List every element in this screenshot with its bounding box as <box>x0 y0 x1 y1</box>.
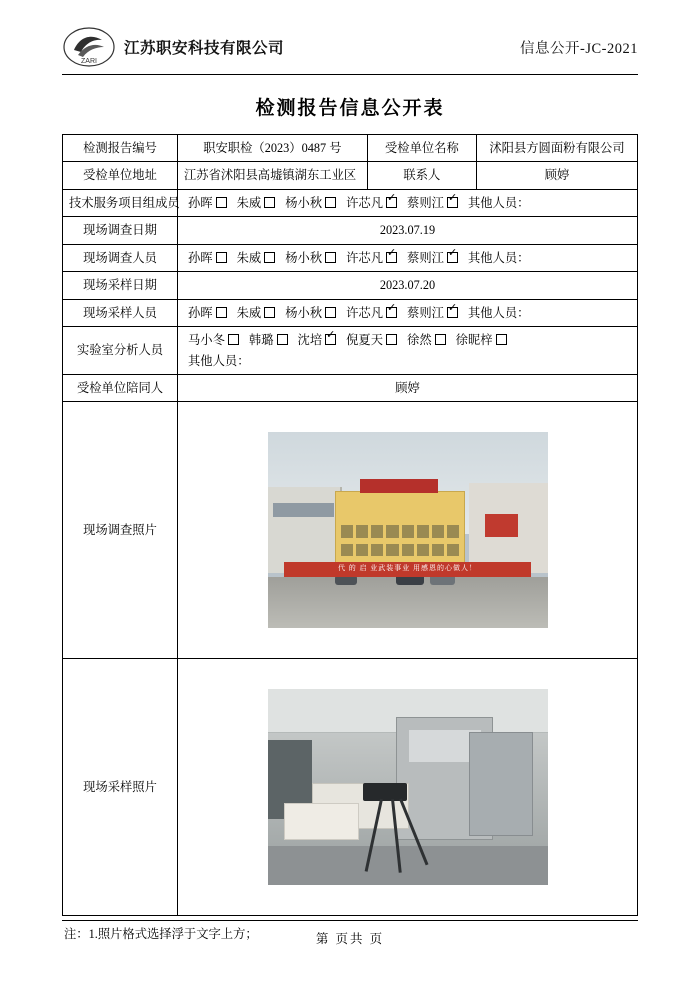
client-name-label: 受检单位名称 <box>367 135 476 162</box>
team-members-list <box>184 194 631 212</box>
page-footer: 第 页共 页 <box>62 920 638 947</box>
sample-date-value: 2023.07.20 <box>178 272 638 299</box>
lab-staff-cell <box>178 327 638 375</box>
checkbox-icon[interactable] <box>325 307 336 318</box>
member-3[interactable] <box>285 194 336 212</box>
checkbox-icon[interactable] <box>496 334 507 345</box>
member-name: 朱威 <box>236 195 262 210</box>
table-note: 注：1.照片格式选择浮于文字上方； <box>64 927 258 942</box>
contact-value: 顾婷 <box>477 162 638 189</box>
survey-date-label: 现场调查日期 <box>63 217 178 244</box>
member-4[interactable] <box>346 249 397 267</box>
document-header <box>62 0 638 75</box>
member-1[interactable] <box>188 194 227 212</box>
member-3[interactable] <box>285 304 336 322</box>
checkbox-checked-icon[interactable] <box>325 334 336 345</box>
member-name: 徐然 <box>407 333 432 348</box>
member-2[interactable] <box>249 331 288 349</box>
member-name: 朱威 <box>236 250 262 265</box>
checkbox-icon[interactable] <box>435 334 446 345</box>
member-4[interactable] <box>346 194 397 212</box>
sample-photo-label: 现场采样照片 <box>63 659 178 916</box>
checkbox-icon[interactable] <box>216 252 227 263</box>
photo-banner-text: 代 的 启 业武装事业 用感恩的心做人！ <box>337 563 477 572</box>
member-name: 杨小秋 <box>285 305 323 320</box>
checkbox-icon[interactable] <box>325 197 336 208</box>
lab-others-label: 其他人员： <box>188 353 250 368</box>
checkbox-icon[interactable] <box>228 334 239 345</box>
sample-staff-cell <box>178 299 638 326</box>
lab-staff-label: 实验室分析人员 <box>63 327 178 375</box>
client-address-label: 受检单位地址 <box>63 162 178 189</box>
survey-photo <box>268 432 548 628</box>
checkbox-icon[interactable] <box>325 252 336 263</box>
member-5[interactable] <box>407 249 458 267</box>
member-name: 徐昵梓 <box>455 333 493 348</box>
survey-members-list <box>184 249 631 267</box>
report-info-table <box>62 134 638 916</box>
member-4[interactable] <box>346 304 397 322</box>
report-no-value: 职安职检（2023）0487 号 <box>178 135 368 162</box>
member-name: 蔡则江 <box>407 250 444 265</box>
sample-date-label: 现场采样日期 <box>63 272 178 299</box>
table-row <box>63 272 638 299</box>
member-name: 杨小秋 <box>285 195 323 210</box>
member-name: 杨小秋 <box>285 250 323 265</box>
checkbox-icon[interactable] <box>264 197 275 208</box>
table-row <box>63 402 638 659</box>
member-name: 倪夏天 <box>346 333 384 348</box>
checkbox-icon[interactable] <box>216 197 227 208</box>
svg-text:ZARI: ZARI <box>81 58 97 65</box>
checkbox-checked-icon[interactable] <box>447 197 458 208</box>
contact-label: 联系人 <box>367 162 476 189</box>
sample-photo-cell <box>178 659 638 916</box>
member-4[interactable] <box>346 331 397 349</box>
others-label: 其他人员： <box>467 195 530 210</box>
company-logo-icon <box>62 26 116 68</box>
member-name: 孙晖 <box>188 250 213 265</box>
checkbox-checked-icon[interactable] <box>386 307 397 318</box>
table-row <box>63 244 638 271</box>
company-brand <box>62 26 284 68</box>
escort-value: 顾婷 <box>178 374 638 401</box>
member-6[interactable] <box>456 331 507 349</box>
member-name: 沈培 <box>297 333 323 348</box>
table-row <box>63 659 638 916</box>
member-name: 许芯凡 <box>346 250 384 265</box>
escort-label: 受检单位陪同人 <box>63 374 178 401</box>
table-row <box>63 374 638 401</box>
report-no-label: 检测报告编号 <box>63 135 178 162</box>
others-label: 其他人员： <box>467 250 530 265</box>
table-row <box>63 135 638 162</box>
table-row <box>63 217 638 244</box>
checkbox-icon[interactable] <box>277 334 288 345</box>
survey-photo-cell <box>178 402 638 659</box>
member-name: 马小冬 <box>188 333 225 348</box>
member-name: 韩璐 <box>248 333 274 348</box>
member-name: 朱威 <box>236 305 262 320</box>
table-row <box>63 189 638 216</box>
checkbox-icon[interactable] <box>386 334 397 345</box>
team-label: 技术服务项目组成员 <box>63 189 178 216</box>
member-2[interactable] <box>237 249 276 267</box>
sample-members-list <box>184 304 631 322</box>
others-label: 其他人员： <box>467 305 530 320</box>
checkbox-checked-icon[interactable] <box>447 252 458 263</box>
member-name: 蔡则江 <box>407 195 444 210</box>
member-3[interactable] <box>298 331 337 349</box>
survey-staff-label: 现场调查人员 <box>63 244 178 271</box>
survey-photo-label: 现场调查照片 <box>63 402 178 659</box>
checkbox-icon[interactable] <box>264 307 275 318</box>
survey-date-value: 2023.07.19 <box>178 217 638 244</box>
checkbox-icon[interactable] <box>264 252 275 263</box>
member-name: 蔡则江 <box>407 305 444 320</box>
client-name-value: 沭阳县方圆面粉有限公司 <box>477 135 638 162</box>
checkbox-checked-icon[interactable] <box>447 307 458 318</box>
table-row <box>63 299 638 326</box>
checkbox-checked-icon[interactable] <box>386 252 397 263</box>
member-2[interactable] <box>237 194 276 212</box>
member-name: 许芯凡 <box>346 305 384 320</box>
lab-members-list <box>184 331 631 349</box>
checkbox-icon[interactable] <box>216 307 227 318</box>
table-row <box>63 162 638 189</box>
member-2[interactable] <box>237 304 276 322</box>
table-row <box>63 327 638 375</box>
document-code: 信息公开-JC-2021 <box>520 40 638 57</box>
page-title: 检测报告信息公开表 <box>255 98 445 119</box>
member-1[interactable] <box>188 304 227 322</box>
sample-photo <box>268 689 548 885</box>
survey-staff-cell <box>178 244 638 271</box>
member-name: 孙晖 <box>188 195 213 210</box>
company-name: 江苏职安科技有限公司 <box>124 40 285 57</box>
photo-banner <box>284 562 530 578</box>
member-1[interactable] <box>188 249 227 267</box>
sample-staff-label: 现场采样人员 <box>63 299 178 326</box>
client-address-value: 江苏省沭阳县高墟镇湖东工业区 <box>178 162 368 189</box>
checkbox-checked-icon[interactable] <box>386 197 397 208</box>
member-5[interactable] <box>407 331 446 349</box>
member-5[interactable] <box>407 304 458 322</box>
member-name: 孙晖 <box>188 305 213 320</box>
team-members-cell <box>178 189 638 216</box>
member-name: 许芯凡 <box>346 195 384 210</box>
member-1[interactable] <box>188 331 239 349</box>
member-5[interactable] <box>407 194 458 212</box>
member-3[interactable] <box>285 249 336 267</box>
